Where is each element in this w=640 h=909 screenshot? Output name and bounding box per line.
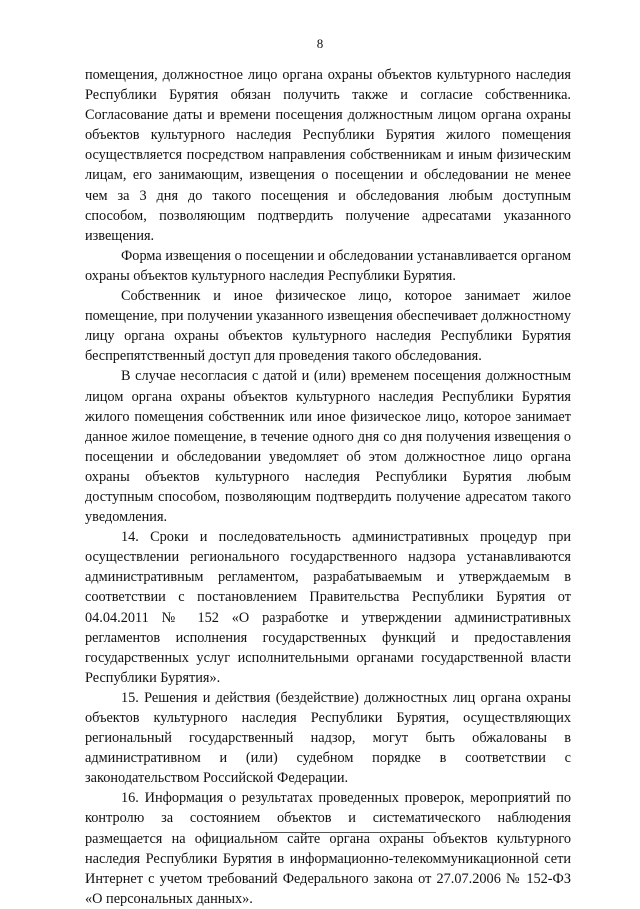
paragraph-item-15: 15. Решения и действия (бездействие) должностных лиц органа охраны объектов культурного наследия Республики Бурятия, осуществляющих региональный государственный надзор, могут быть обжалованы в административном и (или) судебном порядке в соответствии с законодательством Российской Федерации. [85, 689, 571, 787]
paragraph-owner-access: Собственник и иное физическое лицо, которое занимает жилое помещение, при получении указанного извещения обеспечивает должностному лицу органа охраны объектов культурного наследия Республики Бурятия беспрепятственный доступ для проведения такого обследования. [85, 288, 571, 365]
paragraph-disagreement: В случае несогласия с датой и (или) временем посещения должностным лицом органа охраны объектов культурного наследия Республики Бурятия жилого помещения собственник или иное физическое лицо, которое занимает данное жилое помещение, в течение одного дня со дня получения извещения о посещении и обследовании уведомляет об этом должностное лицо органа охраны объектов культурного наследия Республики Бурятия любым доступным способом, позволяющим подтвердить получение адресатом такого уведомления. [85, 368, 571, 526]
document-body [85, 65, 571, 909]
page-number: 8 [316, 36, 324, 51]
paragraph-item-14: 14. Сроки и последовательность административных процедур при осуществлении регионального государственного надзора устанавливаются административным регламентом, разрабатываемым и утверждаемым в соответствии с постановлением Правительства Республики Бурятия от 04.04.2011 № 152 «О разработке и утверждении административных регламентов исполнения государственных функций и предоставления государственных услуг исполнительными органами государственной власти Республики Бурятия». [85, 529, 571, 686]
end-of-text-rule [260, 832, 436, 833]
paragraph-item-16: 16. Информация о результатах проведенных проверок, мероприятий по контролю за состоянием объектов и систематического наблюдения размещается на официальном сайте органа охраны объектов культурного наследия Республики Бурятия в информационно-телекоммуникационной сети Интернет с учетом требований Федерального закона от 27.07.2006 № 152-ФЗ «О персональных данных». [85, 790, 571, 907]
paragraph-notice-form: Форма извещения о посещении и обследовании устанавливается органом охраны объектов культурного наследия Республики Бурятия. [85, 247, 571, 284]
paragraph-continuation: помещения, должностное лицо органа охраны объектов культурного наследия Республики Бурятия обязан получить также и согласие собственника. Согласование даты и времени посещения должностным лицом органа охраны объектов культурного наследия Республики Бурятия жилого помещения осуществляется посредством направления собственникам и иным физическим лицам, его занимающим, извещения о посещении и обследовании не менее чем за 3 дня до такого посещения и обследования любым доступным способом, позволяющим подтвердить получение адресатами указанного извещения. [85, 67, 571, 244]
